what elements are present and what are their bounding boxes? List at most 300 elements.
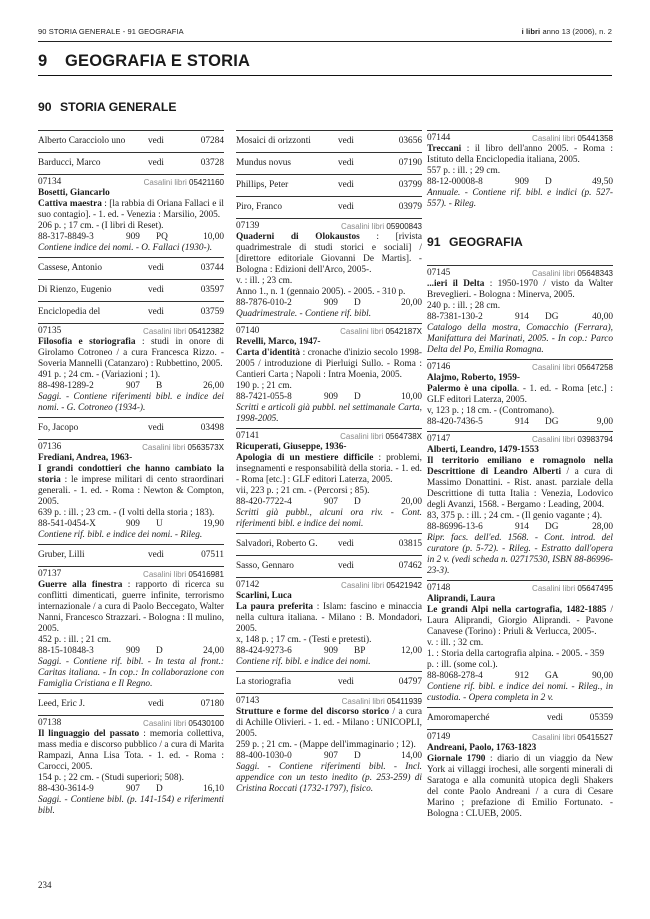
entry-format: D xyxy=(354,298,361,308)
casalini-code xyxy=(532,732,613,743)
cross-reference xyxy=(38,152,224,174)
chapter-rule xyxy=(38,75,612,76)
cross-reference xyxy=(38,257,224,279)
catalog-entry xyxy=(38,323,224,417)
xref-vedi: vedi xyxy=(338,202,355,212)
entry-format: GA xyxy=(545,671,559,681)
casalini-code xyxy=(341,580,422,591)
casalini-brand: Casalini libri xyxy=(341,697,385,706)
xref-vedi: vedi xyxy=(148,136,165,146)
entry-isbn: 88-430-3614-9 xyxy=(38,784,94,794)
xref-name: Fo, Jacopo xyxy=(38,423,79,433)
entry-format: D xyxy=(354,497,361,507)
entry-note: Contiene rif. bibl. e indice dei nomi. - Rileg., in custodia. - Opera completa in 2 v. xyxy=(427,682,613,703)
entry-description xyxy=(427,144,613,166)
entry-id-row xyxy=(38,326,224,337)
xref-name: Salvadori, Roberto G. xyxy=(236,539,318,549)
entry-number: 07143 xyxy=(236,696,260,706)
catalog-entry xyxy=(236,218,422,323)
entry-physical: vii, 223 p. ; 21 cm. - (Percorsi ; 85). xyxy=(236,486,370,496)
cross-reference xyxy=(236,533,422,555)
entry-imprint: : il libro dell'anno 2005. - Roma : Istituto della Enciclopedia italiana, 2005. xyxy=(427,144,613,165)
xref-vedi: vedi xyxy=(148,307,165,317)
catalog-entry xyxy=(427,729,613,823)
entry-description xyxy=(38,729,224,773)
entry-title: Il territorio emiliano e romagnolo nella Descrittione di Leandro Alberti xyxy=(427,456,613,477)
casalini-code xyxy=(341,221,422,232)
entry-physical: 1. : Storia della cartografia alpina. - 2005. - 359 p. : ill. (some col.). xyxy=(427,649,605,670)
xref-code: 04797 xyxy=(398,677,422,687)
entry-author: Aliprandi, Laura xyxy=(427,594,496,604)
casalini-code xyxy=(532,434,613,445)
entry-author: Andreani, Paolo, 1763-1823 xyxy=(427,743,537,753)
entry-price: 20,00 xyxy=(401,497,422,507)
entry-author: Bosetti, Giancarlo xyxy=(38,188,110,198)
entry-id-row xyxy=(427,268,613,279)
catalog-entry xyxy=(236,693,422,798)
casalini-number: 05647495 xyxy=(577,584,613,593)
casalini-brand: Casalini libri xyxy=(143,570,187,579)
entry-description xyxy=(427,279,613,301)
entry-isbn-row xyxy=(427,522,613,533)
entry-isbn-row xyxy=(38,519,224,530)
casalini-number: 05415527 xyxy=(577,733,613,742)
entry-physical: 491 p. ; 24 cm. - (Variazioni ; 1). xyxy=(38,370,161,380)
xref-vedi: vedi xyxy=(148,263,165,273)
catalog-entry xyxy=(427,130,613,213)
entry-format: DG xyxy=(545,312,559,322)
entry-title: Giornale 1790 xyxy=(427,754,486,764)
entry-price: 12,00 xyxy=(401,646,422,656)
xref-code: 07284 xyxy=(200,136,224,146)
entry-description xyxy=(427,754,613,820)
entry-imprint: : [la rabbia di Oriana Fallaci e il suo contagio]. - 1. ed. - Venezia : Marsilio, 2005. xyxy=(38,199,224,220)
entry-imprint: : cronache d'inizio secolo 1998-2005 / introduzione di Pierluigi Sullo. - Roma : Cantieri Carta ; Napoli : Intra Moenia, 2005. xyxy=(236,348,422,380)
entry-number: 07139 xyxy=(236,221,260,231)
entry-classification: 907 xyxy=(126,381,140,391)
casalini-code xyxy=(144,177,224,188)
entry-physical: 557 p. : ill. ; 29 cm. xyxy=(427,166,501,176)
xref-name: Sasso, Gennaro xyxy=(236,561,294,571)
xref-vedi: vedi xyxy=(148,285,165,295)
entry-isbn-row xyxy=(236,497,422,508)
xref-name: Phillips, Peter xyxy=(236,180,289,190)
casalini-brand: Casalini libri xyxy=(532,435,576,444)
casalini-code xyxy=(342,696,422,707)
xref-code: 05359 xyxy=(589,713,613,723)
entry-format: D xyxy=(156,784,163,794)
entry-isbn: 88-420-7436-5 xyxy=(427,417,483,427)
entry-classification: 914 xyxy=(515,522,529,532)
entry-imprint: : le imprese militari di cento straordinari generali. - 1. ed. - Roma : Newton & Compton, 2005. xyxy=(38,475,224,507)
entry-isbn: 88-424-9273-6 xyxy=(236,646,292,656)
cross-reference xyxy=(38,417,224,439)
column-right-top xyxy=(427,130,613,213)
entry-id-row xyxy=(427,732,613,743)
entry-format: D xyxy=(354,751,361,761)
header-right xyxy=(522,27,612,36)
entry-id-row xyxy=(427,434,613,445)
entry-format: PQ xyxy=(156,232,168,242)
xref-vedi: vedi xyxy=(338,539,355,549)
entry-number: 07145 xyxy=(427,268,451,278)
entry-isbn-row xyxy=(236,392,422,403)
entry-title: Treccani xyxy=(427,144,462,154)
entry-note: Scritti e articoli già pubbl. nel settimanale Carta, 1998-2005. xyxy=(236,403,422,424)
catalog-entry xyxy=(38,439,224,544)
entry-classification: 907 xyxy=(324,497,338,507)
entry-description xyxy=(38,580,224,635)
xref-name: Enciclopedia del xyxy=(38,307,101,317)
entry-classification: 909 xyxy=(324,298,338,308)
entry-isbn: 88-498-1289-2 xyxy=(38,381,94,391)
entry-note: Saggi. - Contiene riferimenti bibl. - Incl. appendice con un testo inedito (p. 253-259) di Cristina Roccati (1732-1797), fisico. xyxy=(236,762,422,794)
entry-title: Strutture e forme del discorso storico xyxy=(236,707,390,717)
entry-id-row xyxy=(236,221,422,232)
xref-vedi: vedi xyxy=(338,677,355,687)
entry-physical: Anno 1., n. 1 (gennaio 2005). - 2005. - 310 p. xyxy=(236,287,406,297)
entry-price: 24,00 xyxy=(203,646,224,656)
casalini-code xyxy=(532,268,613,279)
entry-classification: 914 xyxy=(515,417,529,427)
entry-physical: x, 148 p. ; 17 cm. - (Testi e pretesti). xyxy=(236,635,372,645)
entry-number: 07147 xyxy=(427,434,451,444)
entry-description xyxy=(236,348,422,381)
entry-note: Contiene rif. bibl. e indice dei nomi. xyxy=(236,657,371,667)
entry-classification: 907 xyxy=(324,751,338,761)
section-title-geografia xyxy=(427,235,523,249)
casalini-code xyxy=(143,326,224,337)
entry-id-row xyxy=(38,177,224,188)
xref-vedi: vedi xyxy=(148,423,165,433)
casalini-number: 05900843 xyxy=(386,222,422,231)
entry-isbn-row xyxy=(38,232,224,243)
cross-reference xyxy=(38,130,224,152)
xref-name: Cassese, Antonio xyxy=(38,263,103,273)
entry-isbn-row xyxy=(236,751,422,762)
casalini-code xyxy=(143,569,224,580)
cross-reference xyxy=(236,130,422,152)
entry-classification: 909 xyxy=(515,177,529,187)
entry-note: Contiene indice dei nomi. - O. Fallaci (1930-). xyxy=(38,243,213,253)
casalini-brand: Casalini libri xyxy=(532,733,576,742)
casalini-code xyxy=(532,362,613,373)
catalog-entry xyxy=(427,265,613,359)
entry-physical: 206 p. ; 17 cm. - (I libri di Reset). xyxy=(38,221,164,231)
entry-number: 07135 xyxy=(38,326,62,336)
chapter-title xyxy=(38,52,250,71)
entry-note: Ripr. facs. dell'ed. 1568. - Cont. introd. del curatore (p. 5-72). - Rileg. - Estratto dall'opera in 2 v. (vedi scheda n. 02717530, ISBN 88-86996-23-3). xyxy=(427,533,613,576)
cross-reference xyxy=(38,544,224,566)
entry-number: 07149 xyxy=(427,732,451,742)
entry-price: 20,00 xyxy=(401,298,422,308)
entry-isbn-row xyxy=(236,298,422,309)
catalog-entry xyxy=(236,428,422,533)
entry-physical: v. : ill. ; 32 cm. xyxy=(427,638,484,648)
entry-format: D xyxy=(354,392,361,402)
entry-classification: 909 xyxy=(126,519,140,529)
entry-note: Quadrimestrale. - Contiene rif. bibl. xyxy=(236,309,372,319)
entry-title: Il linguaggio del passato xyxy=(38,729,140,739)
entry-id-row xyxy=(427,133,613,144)
running-header xyxy=(38,27,612,39)
entry-author: Ricuperati, Giuseppe, 1936- xyxy=(236,442,347,452)
entry-title: I grandi condottieri che hanno cambiato la storia xyxy=(38,464,224,485)
entry-number: 07144 xyxy=(427,133,451,143)
entry-physical: v. : ill. ; 23 cm. xyxy=(236,276,293,286)
entry-title: Carta d'identità xyxy=(236,348,301,358)
entry-description xyxy=(427,605,613,638)
xref-vedi: vedi xyxy=(338,180,355,190)
xref-name: Alberto Caracciolo uno xyxy=(38,136,126,146)
entry-number: 07140 xyxy=(236,326,260,336)
entry-classification: 914 xyxy=(515,312,529,322)
xref-name: Di Rienzo, Eugenio xyxy=(38,285,112,295)
entry-isbn-row xyxy=(427,417,613,428)
cross-reference xyxy=(236,174,422,196)
entry-isbn-row xyxy=(427,312,613,323)
casalini-brand: Casalini libri xyxy=(341,581,385,590)
entry-classification: 909 xyxy=(324,646,338,656)
entry-format: D xyxy=(545,177,552,187)
column-middle xyxy=(236,130,422,798)
entry-price: 40,00 xyxy=(592,312,613,322)
entry-price: 26,00 xyxy=(203,381,224,391)
entry-number: 07137 xyxy=(38,569,62,579)
entry-number: 07134 xyxy=(38,177,62,187)
entry-price: 9,00 xyxy=(596,417,613,427)
entry-price: 49,50 xyxy=(592,177,613,187)
xref-name: Leed, Eric J. xyxy=(38,699,85,709)
catalog-entry xyxy=(38,566,224,693)
entry-author: Frediani, Andrea, 1963- xyxy=(38,453,133,463)
entry-id-row xyxy=(38,442,224,453)
entry-description xyxy=(236,453,422,486)
entry-description xyxy=(236,602,422,635)
entry-author: Alajmo, Roberto, 1959- xyxy=(427,373,520,383)
xref-code: 03759 xyxy=(200,307,224,317)
casalini-number: 03983794 xyxy=(577,435,613,444)
entry-id-row xyxy=(236,696,422,707)
entry-imprint: : rapporto di ricerca su conflitti dimenticati, guerre infinite, terrorismo internazionale / a cura di Paolo Beccegato, Walter Nanni, Francesco Strazzari. - Bologna : Il mulino, 2005. xyxy=(38,580,224,634)
entry-price: 10,00 xyxy=(203,232,224,242)
entry-imprint: : diario di un viaggio da New York ai villaggi irochesi, alle sorgenti minerali di Saratoga e alla comunità utopica degli Shakers del conte Paolo Andreani / a cura di Cesare Marino ; prefazione di Emilio Fortunato. - Bologna : CLUEB, 2005. xyxy=(427,754,613,819)
chapter-title-text: GEOGRAFIA E STORIA xyxy=(65,52,251,70)
entry-number: 07136 xyxy=(38,442,62,452)
entry-imprint: : Islam: fascino e minaccia nella cultura italiana. - Milano : B. Mondadori, 2005. xyxy=(236,602,423,634)
entry-physical: 452 p. : ill. ; 21 cm. xyxy=(38,635,112,645)
casalini-number: 05430100 xyxy=(188,719,224,728)
xref-code: 03656 xyxy=(398,136,422,146)
entry-id-row xyxy=(236,326,422,337)
casalini-brand: Casalini libri xyxy=(340,432,384,441)
entry-description xyxy=(427,384,613,406)
entry-id-row xyxy=(38,718,224,729)
entry-imprint: : problemi, insegnamenti e responsabilità della storia. - 1. ed. - Roma [etc.] : GLF editori Laterza, 2005. xyxy=(236,453,422,485)
catalog-entry xyxy=(236,577,422,671)
entry-title: La paura preferita xyxy=(236,602,314,612)
entry-note: Scritti già pubbl., alcuni ora riv. - Cont. riferimenti bibl. e indice dei nomi. xyxy=(236,508,422,529)
entry-isbn: 88-12-00008-8 xyxy=(427,177,483,187)
section-title-text: GEOGRAFIA xyxy=(449,235,523,249)
entry-classification: 909 xyxy=(126,232,140,242)
entry-format: U xyxy=(156,519,163,529)
xref-vedi: vedi xyxy=(338,561,355,571)
xref-name: La storiografia xyxy=(236,677,291,687)
entry-imprint: / a cura di Achille Olivieri. - 1. ed. - Milano : UNICOPLI, 2005. xyxy=(236,707,422,739)
entry-physical: 240 p. : ill. ; 28 cm. xyxy=(427,301,501,311)
cross-reference xyxy=(236,196,422,218)
cross-reference xyxy=(38,279,224,301)
casalini-brand: Casalini libri xyxy=(341,222,385,231)
entry-title: ...ieri il Delta xyxy=(427,279,485,289)
entry-imprint: : memoria collettiva, mass media e discorso pubblico / a cura di Marita Rampazi, Anna Lisa Tota. - 1. ed. - Roma : Carocci, 2005. xyxy=(38,729,224,772)
entry-note: Saggi. - Contiene bibl. (p. 141-154) e riferimenti bibl. xyxy=(38,795,224,816)
entry-isbn: 88-420-7722-4 xyxy=(236,497,292,507)
entry-imprint: : [rivista quadrimestrale di studi storici e sociali] / [direttore editoriale Giovanni De Martis]. - Bologna : Edizioni dell'Arco, 2005-. xyxy=(236,232,422,275)
casalini-number: 05441358 xyxy=(577,134,613,143)
xref-vedi: vedi xyxy=(338,158,355,168)
casalini-code xyxy=(143,718,224,729)
entry-format: DG xyxy=(545,522,559,532)
casalini-brand: Casalini libri xyxy=(532,134,576,143)
xref-code: 03744 xyxy=(200,263,224,273)
chapter-number: 9 xyxy=(38,52,48,70)
entry-title: Filosofia e storiografia xyxy=(38,337,136,347)
xref-code: 07462 xyxy=(398,561,422,571)
casalini-number: 05411939 xyxy=(387,697,422,706)
header-left: 90 STORIA GENERALE - 91 GEOGRAFIA xyxy=(38,27,184,36)
entry-number: 07148 xyxy=(427,583,451,593)
entry-isbn: 88-8068-278-4 xyxy=(427,671,483,681)
casalini-number: 05412382 xyxy=(188,327,224,336)
catalog-entry xyxy=(38,174,224,257)
cross-reference xyxy=(38,693,224,715)
catalog-entry xyxy=(38,715,224,820)
entry-title: Guerre alla finestra xyxy=(38,580,123,590)
entry-title: Cattiva maestra xyxy=(38,199,102,209)
entry-id-row xyxy=(427,583,613,594)
xref-code: 03498 xyxy=(200,423,224,433)
entry-format: B xyxy=(156,381,163,391)
xref-code: 07190 xyxy=(398,158,422,168)
entry-price: 90,00 xyxy=(592,671,613,681)
entry-note: Catalogo della mostra, Comacchio (Ferrara), Manifattura dei Marinati, 2005. - In cop.: Parco Delta del Po, Emilia Romagna. xyxy=(427,323,613,355)
column-left xyxy=(38,130,224,820)
casalini-code xyxy=(340,431,422,442)
entry-isbn: 88-7876-010-2 xyxy=(236,298,292,308)
entry-classification: 912 xyxy=(515,671,529,681)
entry-imprint: / a cura di Massimo Donattini. - Rist. anast. parziale della Descrittione di tutta Italia : Venezia, Lodovico degli Avanzi, 1568. - Bergamo : Leading, 2004. xyxy=(427,467,613,510)
section-title-text: STORIA GENERALE xyxy=(60,100,177,114)
entry-isbn-row xyxy=(427,177,613,188)
entry-format: BP xyxy=(354,646,366,656)
entry-isbn-row xyxy=(38,381,224,392)
entry-description xyxy=(236,232,422,276)
entry-isbn: 88-7381-130-2 xyxy=(427,312,483,322)
header-rule xyxy=(38,41,612,42)
xref-vedi: vedi xyxy=(338,136,355,146)
casalini-number: 05647258 xyxy=(577,363,613,372)
header-journal: i libri xyxy=(521,27,541,36)
casalini-code xyxy=(532,583,613,594)
casalini-number: 0542187X xyxy=(385,327,422,336)
entry-isbn: 88-86996-13-6 xyxy=(427,522,483,532)
cross-reference xyxy=(236,555,422,577)
casalini-number: 05421942 xyxy=(386,581,422,590)
entry-number: 07141 xyxy=(236,431,260,441)
entry-physical: 259 p. ; 21 cm. - (Mappe dell'immaginario ; 12). xyxy=(236,740,416,750)
entry-isbn: 88-7421-055-8 xyxy=(236,392,292,402)
casalini-number: 0563573X xyxy=(187,443,224,452)
casalini-number: 05421160 xyxy=(189,178,224,187)
casalini-code xyxy=(142,442,224,453)
entry-id-row xyxy=(427,362,613,373)
entry-physical: 639 p. : ill. ; 23 cm. - (I volti della storia ; 183). xyxy=(38,508,215,518)
entry-title: Apologia di un mestiere difficile xyxy=(236,453,374,463)
xref-name: Gruber, Lilli xyxy=(38,550,85,560)
entry-classification: 909 xyxy=(324,392,338,402)
entry-price: 16,10 xyxy=(203,784,224,794)
casalini-number: 0564738X xyxy=(385,432,422,441)
casalini-brand: Casalini libri xyxy=(532,584,576,593)
cross-reference xyxy=(236,152,422,174)
casalini-number: 05648343 xyxy=(577,269,613,278)
entry-isbn: 88-400-1030-0 xyxy=(236,751,292,761)
entry-classification: 909 xyxy=(126,646,140,656)
cross-reference xyxy=(236,671,422,693)
xref-name: Barducci, Marco xyxy=(38,158,101,168)
xref-code: 03728 xyxy=(200,158,224,168)
catalog-entry xyxy=(427,359,613,431)
entry-isbn: 88-541-0454-X xyxy=(38,519,96,529)
entry-id-row xyxy=(236,580,422,591)
entry-number: 07138 xyxy=(38,718,62,728)
xref-vedi: vedi xyxy=(148,699,165,709)
entry-note: Annuale. - Contiene rif. bibl. e indici (p. 527-557). - Rileg. xyxy=(427,188,613,209)
entry-price: 19,90 xyxy=(203,519,224,529)
entry-title: Le grandi Alpi nella cartografia, 1482-1885 xyxy=(427,605,607,615)
entry-description xyxy=(236,707,422,740)
xref-code: 07180 xyxy=(200,699,224,709)
page-number: 234 xyxy=(38,880,52,890)
casalini-brand: Casalini libri xyxy=(143,327,187,336)
header-issue: anno 13 (2006), n. 2 xyxy=(542,27,612,36)
entry-isbn-row xyxy=(236,646,422,657)
xref-name: Mundus novus xyxy=(236,158,292,168)
entry-price: 10,00 xyxy=(401,392,422,402)
entry-isbn: 88-317-8849-3 xyxy=(38,232,94,242)
xref-vedi: vedi xyxy=(148,158,165,168)
entry-author: Alberti, Leandro, 1479-1553 xyxy=(427,445,539,455)
entry-number: 07142 xyxy=(236,580,260,590)
xref-vedi: vedi xyxy=(547,713,564,723)
xref-name: Piro, Franco xyxy=(236,202,282,212)
entry-description xyxy=(427,456,613,511)
entry-isbn-row xyxy=(38,784,224,795)
entry-price: 28,00 xyxy=(592,522,613,532)
entry-id-row xyxy=(38,569,224,580)
entry-imprint: : studi in onore di Girolamo Cotroneo / a cura Francesca Rizzo. - Soveria Mannelli (Catanzaro) : Rubbettino, 2005. xyxy=(38,337,224,369)
casalini-code xyxy=(340,326,422,337)
entry-note: Contiene rif. bibl. e indice dei nomi. - Rileg. xyxy=(38,530,203,540)
entry-isbn: 88-15-10848-3 xyxy=(38,646,94,656)
entry-author: Revelli, Marco, 1947- xyxy=(236,337,321,347)
entry-author: Scarlini, Luca xyxy=(236,591,292,601)
entry-title: Quaderni di Olokaustos xyxy=(236,232,360,242)
entry-description xyxy=(38,337,224,370)
section-title-storia xyxy=(38,100,176,114)
